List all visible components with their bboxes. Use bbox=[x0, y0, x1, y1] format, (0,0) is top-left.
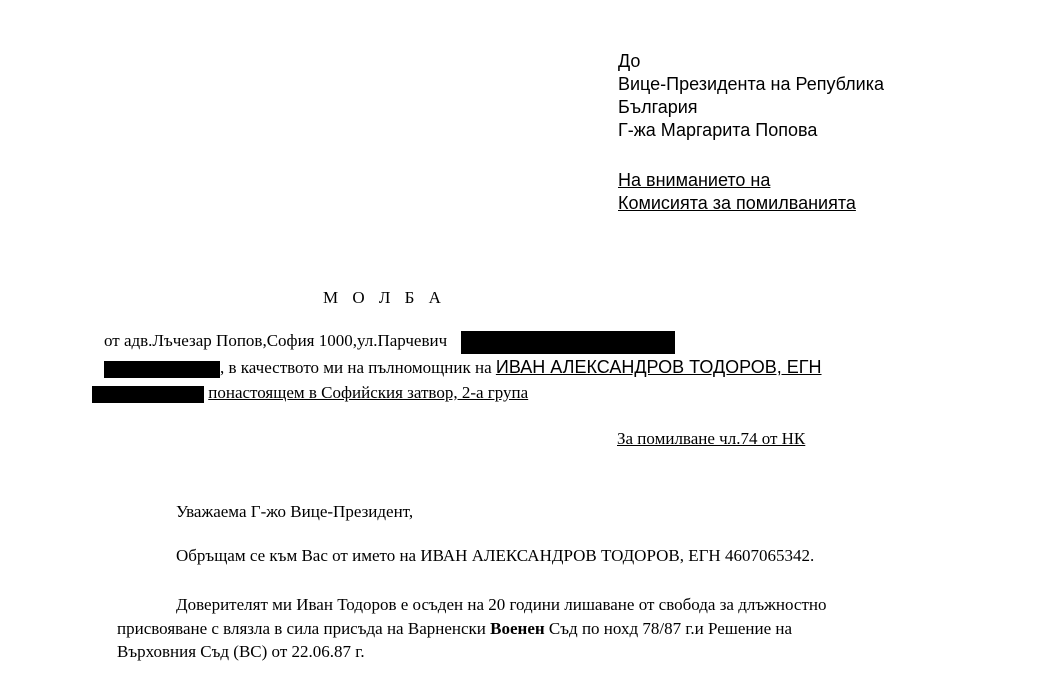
sender-text: , в качеството ми на пълномощник на bbox=[220, 358, 492, 377]
redaction-bar bbox=[461, 331, 675, 354]
bold-word: Военен bbox=[490, 619, 545, 638]
paragraph-1: Обръщам се към Вас от името на ИВАН АЛЕКСАНДРОВ ТОДОРОВ, ЕГН 4607065342. bbox=[176, 546, 815, 565]
paragraph-2-line-2 bbox=[117, 617, 792, 640]
sender-text: понастоящем в Софийския затвор, 2-а група bbox=[208, 383, 529, 402]
sender-line-2 bbox=[104, 356, 822, 379]
addressee-line: Вице-Президента на Република bbox=[618, 74, 885, 94]
addressee-line: Г-жа Маргарита Попова bbox=[618, 120, 818, 140]
client-name: ИВАН АЛЕКСАНДРОВ ТОДОРОВ, ЕГН bbox=[495, 357, 822, 377]
sender-text: от адв.Лъчезар Попов,София 1000,ул.Парчевич bbox=[104, 331, 448, 350]
addressee-line: България bbox=[618, 97, 698, 117]
redaction-bar bbox=[104, 361, 220, 378]
addressee-line: До bbox=[618, 51, 641, 71]
paragraph-text: присвояване с влязла в сила присъда на Варненски bbox=[117, 619, 491, 638]
paragraph-2-line-3: Върховния Съд (ВС) от 22.06.87 г. bbox=[117, 642, 365, 661]
attention-line: На вниманието на bbox=[618, 170, 771, 190]
redaction-bar bbox=[92, 386, 204, 403]
addressee-block bbox=[618, 50, 884, 142]
salutation: Уважаема Г-жо Вице-Президент, bbox=[176, 502, 414, 521]
attention-line: Комисията за помилванията bbox=[618, 193, 856, 213]
subject-line: За помилване чл.74 от НК bbox=[617, 429, 806, 448]
sender-line-3 bbox=[92, 381, 528, 404]
attention-block bbox=[618, 169, 856, 215]
paragraph-2-line-1: Доверителят ми Иван Тодоров е осъден на 20 години лишаване от свобода за длъжностно bbox=[176, 595, 827, 614]
paragraph-text: Съд по нохд 78/87 г.и Решение на bbox=[544, 619, 793, 638]
sender-line-1 bbox=[104, 329, 675, 354]
document-title: М О Л Б А bbox=[323, 288, 446, 307]
